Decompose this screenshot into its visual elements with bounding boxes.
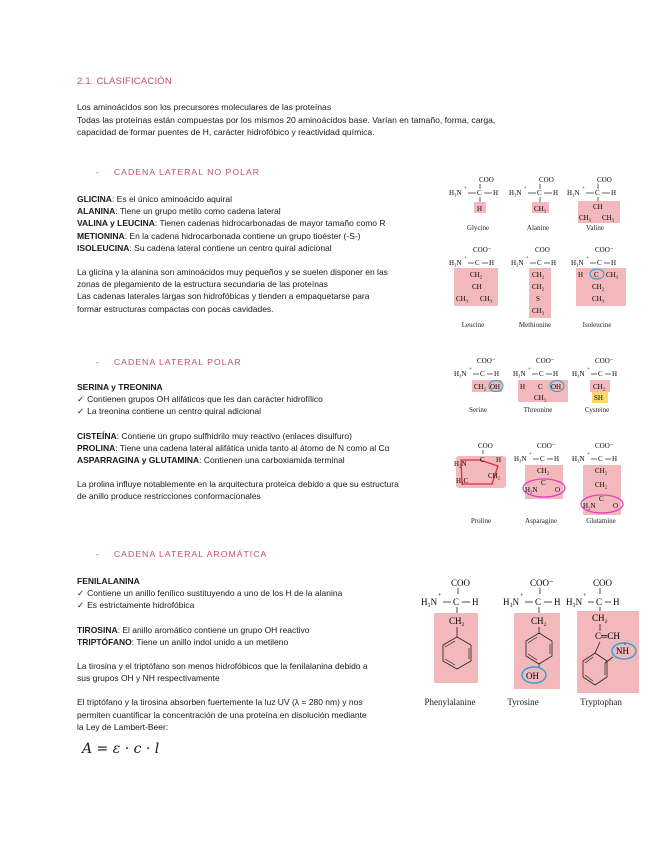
side-s: S [536,295,540,303]
coo-text: COO⁻ [536,357,555,365]
check-icon: ✓ [77,394,85,405]
intro-line-2: Todas las proteínas están compuestas por los mismos 20 aminoácidos base. Varían en tamaño, forma, carga, [77,114,496,125]
tyrosine-label: Tyrosine [507,697,539,707]
ring-h2n: H₂N [454,460,467,468]
isoleucina-line [77,242,388,254]
asparragina-desc: : Contienen una carboxiamida terminal [199,455,345,466]
aromatic-check-2-text: Es estrictamente hidrofóbica [87,600,195,611]
prolina-desc: : Tiene una cadena lateral alifática unida tanto al átomo de N como al Cα [115,442,390,453]
serina-heading [77,381,399,393]
coo-text: COO [451,578,471,588]
coo-text: COO [539,176,554,184]
asparagine-label: Asparagine [525,517,557,525]
side-c: C [594,271,599,279]
polar-check-2-text: La treonina contiene un centro quiral adicional [87,406,262,417]
polar-check-1-text: Contienen grupos OH alifáticos que les dan carácter hidrofílico [87,394,323,405]
tirosina-desc: : El anillo aromático contiene un grupo OH reactivo [117,624,310,635]
spacer [77,254,388,266]
serina-term: SERINA y TREONINA [77,382,163,392]
side-o: O [555,486,561,494]
side-ch: CH [593,203,603,211]
lambert-beer-formula: A = ε · c · l [82,741,160,757]
side-o: O [613,502,619,510]
asparragina-term: ASPARRAGINA y GLUTAMINA [77,455,200,466]
methionine-label: Methionine [518,321,552,329]
triptofano-line [77,636,368,648]
alpha-carbon: C [535,597,542,607]
nonpolar-p4: formar estructuras compactas con pocas cavidades. [77,303,274,314]
glutamine-structure [571,440,635,516]
ring-h2c: H₂C [456,477,469,485]
bullet: - [96,549,100,559]
plus-text: + [438,593,442,599]
bullet: - [96,167,100,177]
glicina-line [77,193,388,205]
polar-check-1 [77,393,399,405]
aromatic-p5: la Ley de Lambert-Beer: [77,721,169,732]
cisteina-desc: : Contiene un grupo sulfhidrilo muy reactivo (enlaces disulfuro) [116,430,352,441]
spacer [77,648,368,660]
coo-text: COO [593,578,613,588]
side-c-eq-ch: C═CH [595,631,620,641]
alpha-carbon: C [598,370,603,378]
alanina-desc: : Tiene un grupo metilo como cadena lateral [115,206,281,217]
h-text: H [472,597,479,607]
spacer [77,684,368,696]
coo-text: COO [597,176,612,184]
plus-text: + [520,593,524,599]
side-ch3: CH₃ [534,205,547,213]
coo-text: COO⁻ [595,442,614,450]
spacer [77,612,368,624]
side-h: H [520,383,526,391]
side-ch2: CH₂ [593,383,606,391]
coo-text: COO [478,442,493,450]
side-nh: NH [616,646,629,656]
side-h2n: H₂N [525,486,538,494]
aromatic-check-1 [77,587,368,599]
tryptophan-structure [563,575,645,695]
side-ch2-a: CH₂ [595,467,608,475]
h-text: H [494,370,500,378]
phenylalanine-structure [418,575,488,685]
aromatic-p1: La tirosina y el triptófano son menos hidrofóbicos que la fenilalanina debido a [77,661,368,672]
h-text: H [554,597,561,607]
aromatic-check-1-text: Contiene un anillo fenílico sustituyendo a uno de los H de la alanina [87,588,343,599]
leucine-structure [448,242,510,308]
threonine-label: Threonine [523,406,553,414]
side-h2n: H₂N [583,502,596,510]
tirosina-line [77,624,368,636]
side-ch3-b: CH₃ [592,295,605,303]
side-ch2: CH₂ [531,616,547,626]
amine-text: H₃N [572,455,585,463]
bullet: - [96,357,100,367]
amine-text: H₃N [454,370,467,378]
section-title-text: CADENA LATERAL POLAR [113,357,242,367]
h-text: H [613,597,620,607]
ring-ch2: CH₂ [488,472,501,480]
amine-text: H₃N [509,189,522,197]
amine-text: H₃N [571,259,584,267]
plus-text: + [526,256,529,261]
side-ch2: CH₂ [474,383,487,391]
section-title-nonpolar [96,167,260,177]
side-sh: SH [594,394,603,402]
coo-text: COO⁻ [595,246,614,254]
alpha-carbon: C [595,189,600,197]
tirosina-term: TIROSINA [77,624,118,635]
plus-text: + [529,452,532,457]
alpha-carbon: C [475,259,480,267]
metionina-line [77,230,388,242]
valina-desc: : Tienen cadenas hidrocarbonadas de mayor tamaño como R [154,218,386,229]
tryptophan-label: Tryptophan [580,697,622,707]
plus-text: + [587,452,590,457]
plus-text: + [524,186,527,191]
amine-text: H₃N [421,597,438,607]
side-ch2: CH₂ [537,467,550,475]
side-c: C [541,479,546,487]
metionina-term: METIONINA [77,230,125,241]
proline-structure [452,440,514,490]
threonine-structure [512,353,574,403]
amine-text: H₃N [514,455,527,463]
side-chain-highlight [577,611,639,693]
side-ch2: CH₂ [470,271,483,279]
glycine-label: Glycine [466,224,490,232]
aromatic-p3: El triptófano y la tirosina absorben fuertemente la luz UV (λ = 280 nm) y nos [77,697,363,708]
intro-line-3: capacidad de formar puentes de H, carácter hidrofóbico y reactividad química. [77,127,375,137]
section-title-aromatic [96,549,267,559]
side-oh: OH [526,671,539,681]
nonpolar-p3: Las cadenas laterales largas son hidrofóbicas y tienden a empaquetarse para [77,291,370,302]
plus-text: + [464,186,467,191]
coo-text: COO [535,246,550,254]
alpha-carbon: C [480,370,485,378]
aromatic-check-2 [77,599,368,611]
amine-text: H₃N [511,259,524,267]
isoleucina-desc: : Su cadena lateral contiene un centro quiral adicional [129,242,332,253]
side-c: C [599,495,604,503]
nonpolar-p2: zonas de plegamiento de la estructura secundaria de las proteínas [77,279,328,290]
h-text: H [611,189,617,197]
cisteina-line [77,430,399,442]
coo-text: COO [479,176,494,184]
h-text: H [551,259,557,267]
side-ch3-b: CH₃ [602,214,615,222]
alpha-carbon: C [537,259,542,267]
cysteine-label: Cysteine [584,406,610,414]
aromatic-p2: sus grupos OH y NH respectivamente [77,673,220,684]
proline-label: Proline [470,517,492,525]
coo-text: COO⁻ [477,357,496,365]
valina-line [77,217,388,229]
side-h: H [477,205,483,213]
intro-line-1: Los aminoácidos son los precursores moleculares de las proteínas [77,102,332,112]
side-ch: CH [472,283,482,291]
h-text: H [611,259,617,267]
h-text: H [553,189,559,197]
fenil-heading [77,575,368,587]
amine-text: H₃N [449,189,462,197]
fenil-term: FENILALANINA [77,576,140,586]
side-ch3: CH₃ [534,394,547,402]
side-ch2: CH₂ [592,283,605,291]
serine-label: Serine [469,406,487,414]
section-title-polar [96,357,242,367]
tyrosine-structure [500,575,570,691]
serine-structure [453,353,513,397]
plus-text: + [586,256,589,261]
coo-text: COO⁻ [473,246,492,254]
polar-check-2 [77,405,399,417]
metionina-desc: : En la cadena hidrocarbonada contiene un grupo tioéster (-S-) [124,230,361,241]
spacer [77,466,399,478]
side-ch3-a: CH₃ [579,214,592,222]
isoleucine-label: Isoleucine [582,321,612,329]
alpha-carbon: C [477,189,482,197]
alpha-carbon: C [596,597,603,607]
side-ch2-a: CH₂ [532,271,545,279]
h-text: H [553,370,559,378]
coo-text: COO⁻ [530,578,554,588]
amine-text: H₃N [566,597,583,607]
plus-text: + [464,256,467,261]
side-ch3-b: CH₃ [480,295,493,303]
spacer [77,418,399,430]
plus-text: + [583,593,587,599]
prolina-term: PROLINA [77,442,116,453]
isoleucine-structure [570,242,632,308]
side-ch2: CH₂ [592,613,608,623]
phenylalanine-label: Phenylalanine [424,697,476,707]
nonpolar-p1: La glicina y la alanina son aminoácidos muy pequeños y se suelen disponer en las [77,267,388,278]
side-h: H [578,271,584,279]
alpha-carbon: C [537,189,542,197]
plus-text: + [587,367,590,372]
h-text: H [493,189,499,197]
alanina-line [77,205,388,217]
polar-text [77,381,399,503]
side-ch2-b: CH₂ [595,481,608,489]
asparagine-structure [513,440,577,500]
h-text: H [612,370,618,378]
amine-text: H₃N [503,597,520,607]
coo-text: COO⁻ [537,442,556,450]
section-title-text: CADENA LATERAL NO POLAR [113,167,261,177]
side-ch2-b: CH₂ [532,283,545,291]
alanine-structure [508,172,568,216]
cysteine-structure [571,353,631,403]
amine-text: H₃N [513,370,526,378]
side-oh: OH [490,383,501,391]
h-text: H [612,455,618,463]
amine-text: H₃N [567,189,580,197]
h-text: H [554,455,560,463]
triptofano-desc: : Tiene un anillo indol unido a un metileno [131,636,289,647]
side-ch3-a: CH₃ [456,295,469,303]
ring-h: H [496,456,502,464]
side-ch3: CH₃ [606,271,619,279]
cisteina-term: CISTEÍNA [77,430,117,441]
alpha-carbon: C [597,259,602,267]
valine-structure [566,172,630,224]
plus-text: + [469,367,472,372]
page-heading: 2.1. CLASIFICACIÓN [77,76,172,87]
amine-text: H₃N [572,370,585,378]
intro-paragraph [77,101,495,139]
prolina-line [77,442,399,454]
alanine-label: Alanine [526,224,550,232]
glicina-term: GLICINA [77,194,112,204]
plus-text: + [582,186,585,191]
alanina-term: ALANINA [77,206,116,217]
alpha-carbon: C [540,455,545,463]
glycine-structure [448,172,508,216]
check-icon: ✓ [77,588,85,599]
valine-label: Valine [586,224,604,232]
side-ch2: CH₂ [449,616,465,626]
check-icon: ✓ [77,600,85,611]
asparragina-line [77,454,399,466]
methionine-structure [510,242,572,320]
nonpolar-text [77,193,388,315]
aromatic-text [77,575,368,733]
amine-text: H₃N [449,259,462,267]
side-c: C [538,383,543,391]
alpha-carbon: C [453,597,460,607]
alpha-carbon: C [539,370,544,378]
polar-p2: de anillo produce restricciones conformacionales [77,491,261,502]
section-title-text: CADENA LATERAL AROMÁTICA [113,549,268,559]
plus-text: + [528,367,531,372]
side-ch3: CH₃ [532,307,545,315]
aromatic-p4: permiten cuantificar la concentración de una proteína en disolución mediante [77,709,367,720]
check-icon: ✓ [77,406,85,417]
leucine-label: Leucine [461,321,485,329]
valina-term: VALINA y LEUCINA [77,218,155,229]
triptofano-term: TRIPTÓFANO [77,636,132,647]
h-text: H [489,259,495,267]
glutamine-label: Glutamine [586,517,616,525]
glicina-desc: : Es el único aminoácido aquiral [111,194,232,204]
side-oh: OH [551,383,562,391]
isoleucina-term: ISOLEUCINA [77,242,130,253]
alpha-carbon: C [598,455,603,463]
polar-p1: La prolina influye notablemente en la arquitectura proteica debido a que su estructura [77,479,399,490]
coo-text: COO⁻ [595,357,614,365]
ring-c: C [480,456,485,464]
